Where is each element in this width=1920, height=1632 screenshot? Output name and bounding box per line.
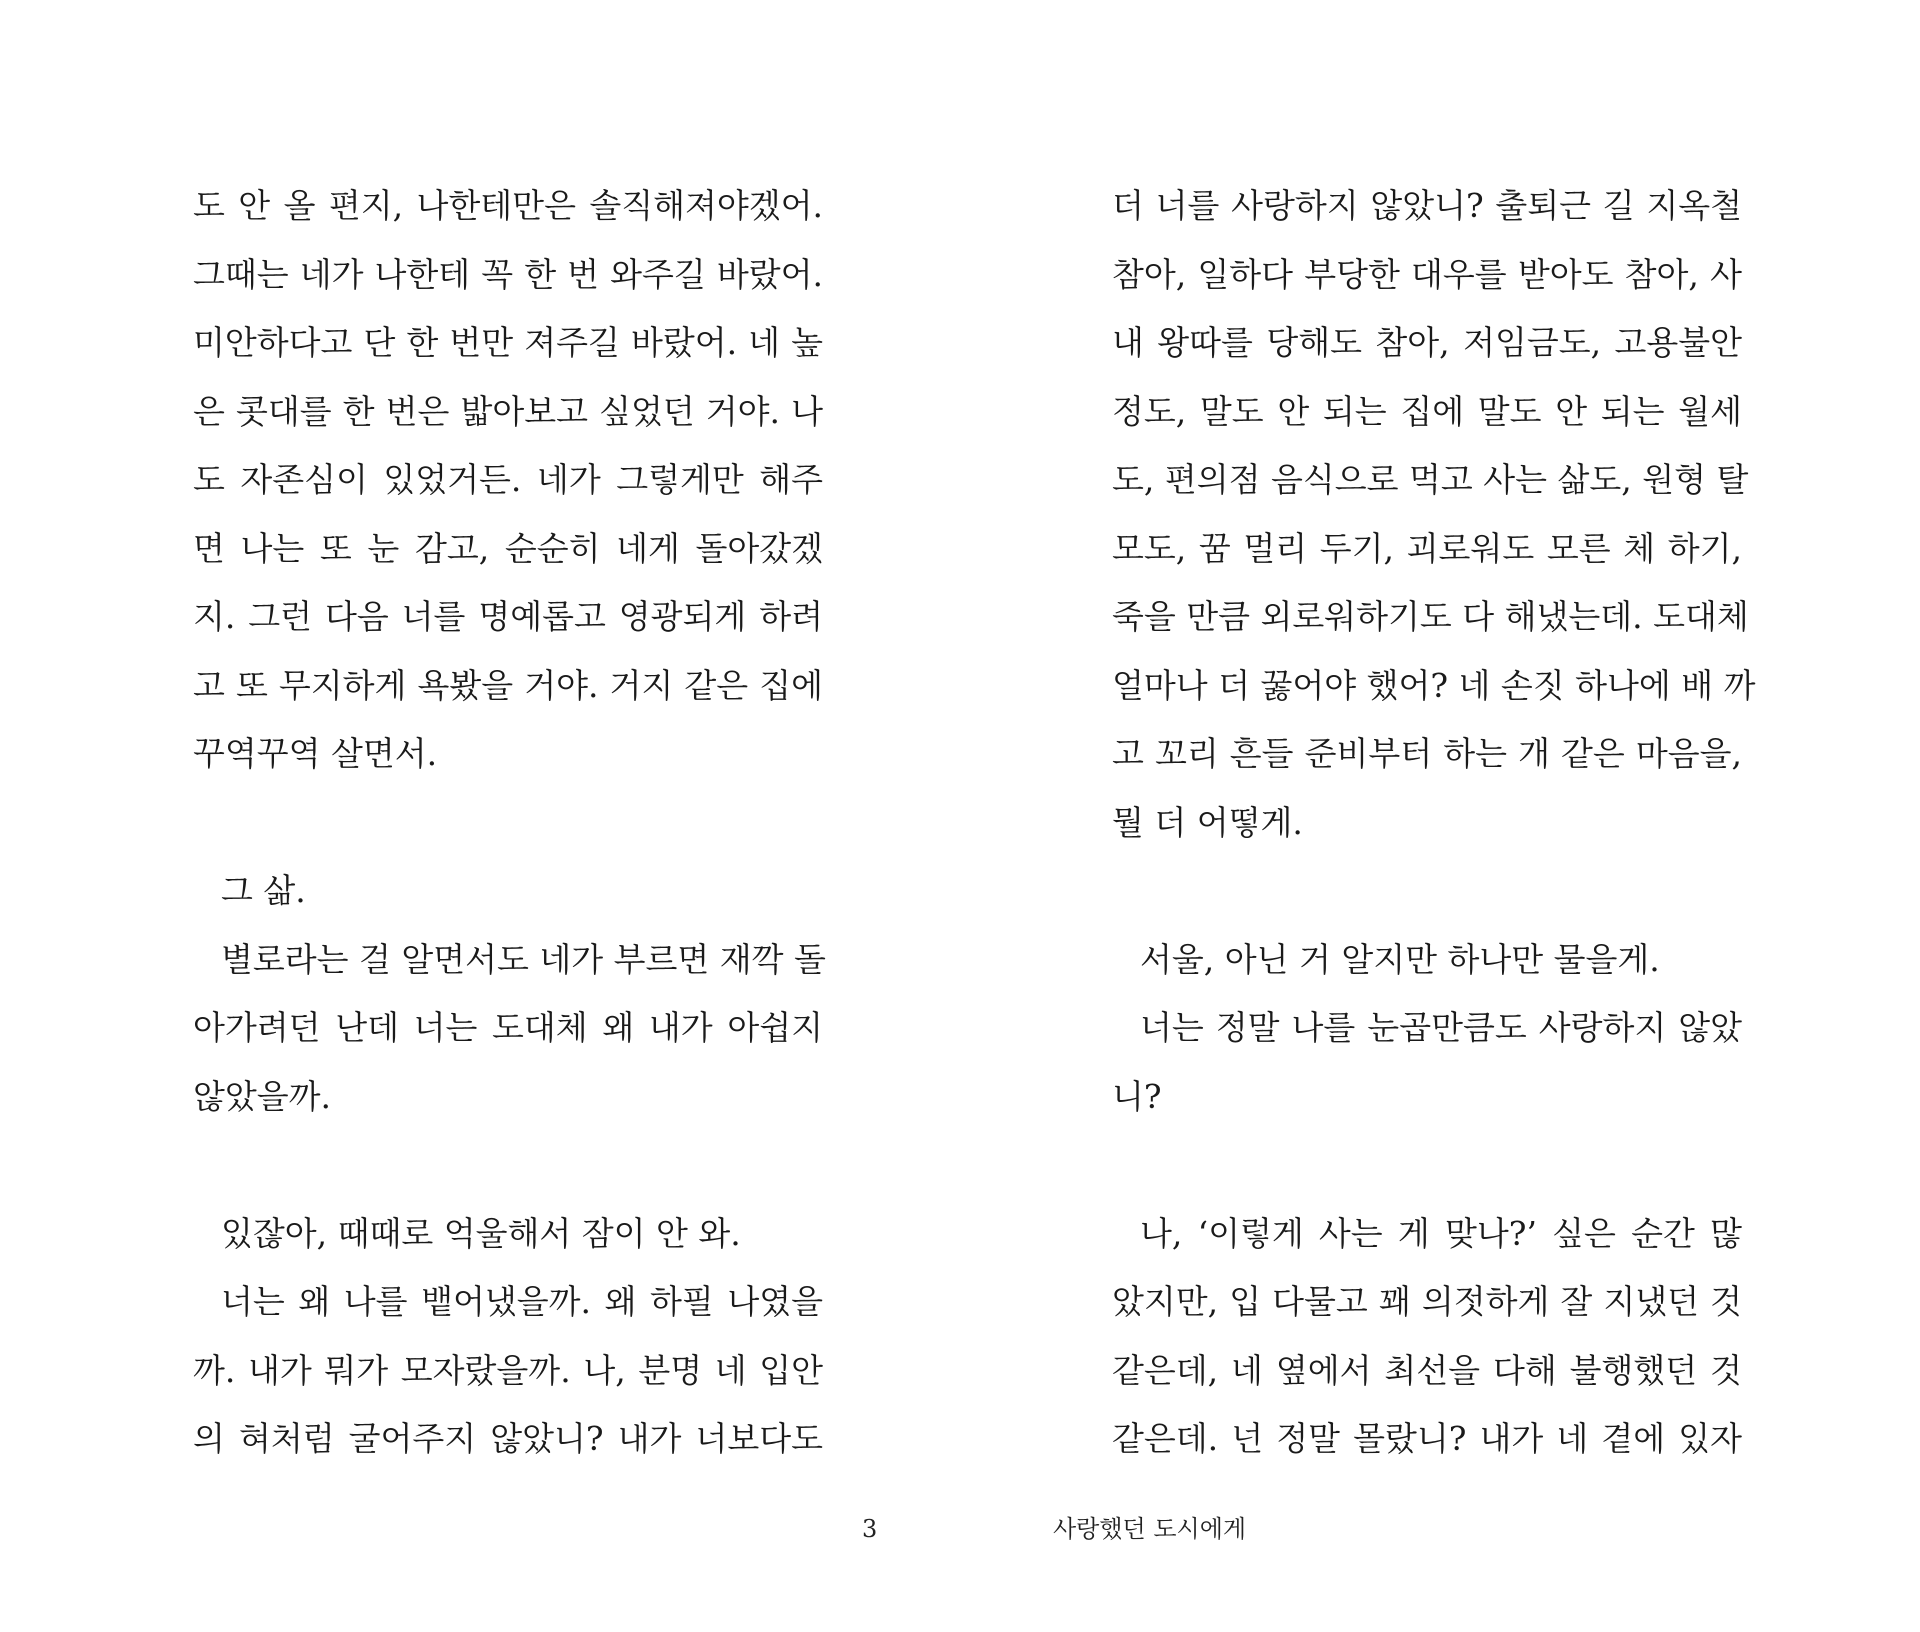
text-line: 지. 그런 다음 너를 명예롭고 영광되게 하려	[193, 597, 823, 636]
text-line: 았지만, 입 다물고 꽤 의젓하게 잘 지냈던 것	[1112, 1282, 1742, 1321]
text-line: 같은데, 네 옆에서 최선을 다해 불행했던 것	[1112, 1350, 1742, 1390]
text-line: 그때는 네가 나한테 꼭 한 번 와주길 바랐어.	[193, 254, 823, 294]
text-line: 의 혀처럼 굴어주지 않았니? 내가 너보다도	[193, 1419, 823, 1458]
text-line	[1112, 1131, 1742, 1200]
text-line	[1112, 857, 1742, 926]
text-line: 은 콧대를 한 번은 밟아보고 싶었던 거야. 나	[193, 391, 823, 431]
text-line: 더 너를 사랑하지 않았니? 출퇴근 길 지옥철	[1112, 186, 1742, 225]
text-line: 그 삶.	[221, 871, 306, 910]
text-line: 죽을 만큼 외로워하기도 다 해냈는데. 도대체	[1112, 597, 1749, 636]
text-line: 도, 편의점 음식으로 먹고 사는 삶도, 원형 탈	[1112, 460, 1749, 499]
text-line: 니?	[1112, 1076, 1162, 1116]
text-line: 까. 내가 뭐가 모자랐을까. 나, 분명 네 입안	[193, 1350, 823, 1390]
text-line: 아가려던 난데 너는 도대체 왜 내가 아쉽지	[193, 1008, 823, 1047]
text-line: 참아, 일하다 부당한 대우를 받아도 참아, 사	[1112, 254, 1742, 294]
right-page-text	[1112, 172, 1756, 1474]
text-line: 모도, 꿈 멀리 두기, 괴로워도 모른 체 하기,	[1112, 528, 1742, 568]
text-line: 너는 왜 나를 뱉어냈을까. 왜 하필 나였을	[221, 1282, 823, 1321]
text-line: 도 자존심이 있었거든. 네가 그렇게만 해주	[193, 460, 823, 499]
text-line: 고 꼬리 흔들 준비부터 하는 개 같은 마음을,	[1112, 734, 1742, 773]
text-line: 꾸역꾸역 살면서.	[193, 734, 438, 773]
text-line	[193, 789, 823, 858]
running-title: 사랑했던 도시에게	[1053, 1515, 1247, 1543]
text-line: 도 안 올 편지, 나한테만은 솔직해져야겠어.	[193, 186, 823, 225]
text-line: 있잖아, 때때로 억울해서 잠이 안 와.	[221, 1213, 741, 1253]
text-line: 면 나는 또 눈 감고, 순순히 네게 돌아갔겠	[193, 528, 823, 568]
text-line: 같은데. 넌 정말 몰랐니? 내가 네 곁에 있자	[1112, 1419, 1742, 1458]
text-line	[193, 1131, 823, 1200]
text-line: 별로라는 걸 알면서도 네가 부르면 재깍 돌	[221, 939, 826, 979]
text-line: 고 또 무지하게 욕봤을 거야. 거지 같은 집에	[193, 665, 823, 705]
text-line: 너는 정말 나를 눈곱만큼도 사랑하지 않았	[1140, 1008, 1742, 1047]
text-line: 정도, 말도 안 되는 집에 말도 안 되는 월세	[1112, 391, 1742, 431]
text-line: 않았을까.	[193, 1076, 332, 1116]
text-line: 얼마나 더 꿇어야 했어? 네 손짓 하나에 배 까	[1112, 665, 1756, 705]
text-line: 나, ‘이렇게 사는 게 맞나?’ 싶은 순간 많	[1140, 1213, 1742, 1253]
page-number: 3	[862, 1515, 878, 1543]
left-page-text	[193, 172, 826, 1474]
text-line: 뭘 더 어떻게.	[1112, 802, 1303, 842]
text-line: 미안하다고 단 한 번만 져주길 바랐어. 네 높	[193, 323, 823, 362]
text-line: 내 왕따를 당해도 참아, 저임금도, 고용불안	[1112, 323, 1742, 362]
text-line: 서울, 아닌 거 알지만 하나만 물을게.	[1140, 939, 1660, 979]
